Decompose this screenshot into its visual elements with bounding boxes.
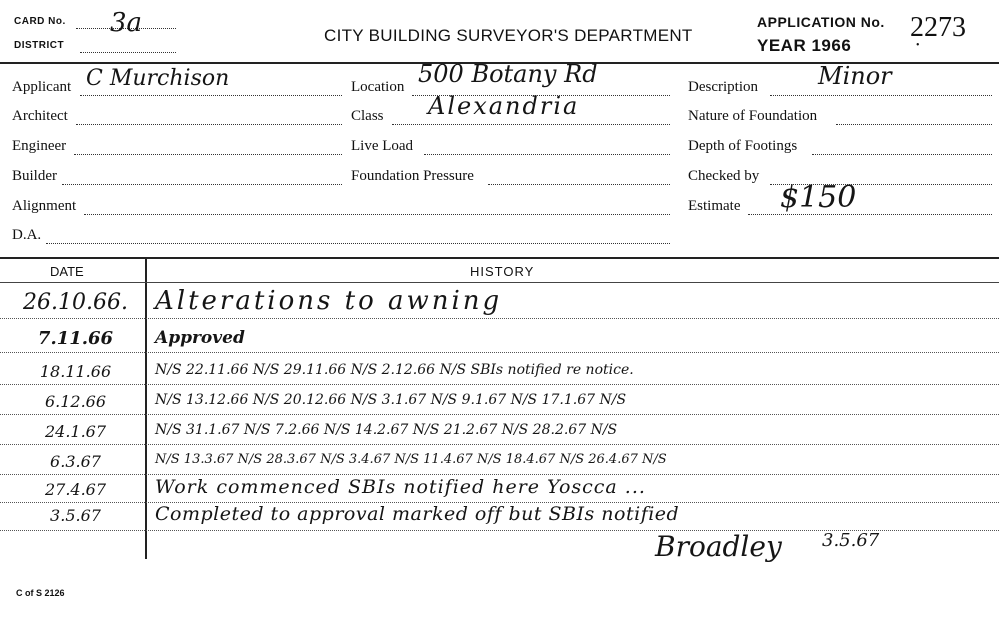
history-row-date: 3.5.67 (50, 506, 101, 525)
department-title: CITY BUILDING SURVEYOR'S DEPARTMENT (324, 26, 693, 45)
estimate-value: $150 (780, 180, 857, 215)
history-row-text: Completed to approval marked off but SBIs notified (155, 503, 680, 525)
surveyor-signature: Broadley (655, 530, 782, 563)
history-row-text: Alterations to awning (155, 286, 503, 316)
history-top-rule (0, 257, 999, 259)
history-row-date: 27.4.67 (44, 480, 107, 499)
applicant-value: C Murchison (86, 66, 230, 91)
year-label: YEAR 1966 (757, 36, 852, 55)
form-code: C of S 2126 (16, 588, 65, 598)
architect-label: Architect (12, 108, 68, 124)
builder-label: Builder (12, 168, 57, 184)
date-header: DATE (50, 264, 84, 279)
card-no-label: CARD No. (14, 16, 66, 27)
history-header: HISTORY (470, 264, 535, 279)
history-header-rule (0, 282, 999, 283)
applicant-label: Applicant (12, 79, 72, 95)
history-row-date: 6.3.67 (50, 452, 101, 471)
depth-of-footings-label: Depth of Footings (688, 138, 798, 154)
description-value: Minor (818, 62, 892, 90)
history-row-date: 26.10.66. (23, 290, 128, 315)
card-no-value: 3a (110, 8, 143, 38)
engineer-label: Engineer (12, 138, 67, 154)
history-row-text: N/S 22.11.66 N/S 29.11.66 N/S 2.12.66 N/S SBIs notified re notice. (155, 362, 634, 378)
history-row-date: 18.11.66 (39, 362, 112, 381)
location-label: Location (351, 79, 405, 95)
foundation-pressure-label: Foundation Pressure (351, 168, 474, 184)
history-row-text: Work commenced SBIs notified here Yoscca ... (155, 476, 646, 498)
signature-date: 3.5.67 (822, 530, 880, 551)
alignment-label: Alignment (12, 198, 77, 214)
da-label: D.A. (12, 227, 42, 243)
history-row-date: 6.12.66 (44, 392, 107, 411)
history-row-text: Approved (155, 328, 245, 348)
date-column-divider (145, 259, 147, 559)
history-row-date: 24.1.67 (44, 422, 107, 441)
estimate-label: Estimate (688, 198, 741, 214)
nature-of-foundation-label: Nature of Foundation (688, 108, 818, 124)
application-label: APPLICATION No. (757, 14, 885, 30)
history-row-date: 7.11.66 (37, 328, 114, 349)
location-value: 500 Botany Rd (418, 60, 598, 88)
description-label: Description (688, 79, 758, 95)
history-row-text: N/S 31.1.67 N/S 7.2.66 N/S 14.2.67 N/S 21.2.67 N/S 28.2.67 N/S (155, 422, 618, 438)
history-row-text: N/S 13.3.67 N/S 28.3.67 N/S 3.4.67 N/S 11.4.67 N/S 18.4.67 N/S 26.4.67 N/S (155, 452, 667, 467)
district-label: DISTRICT (14, 40, 65, 51)
history-row-text: N/S 13.12.66 N/S 20.12.66 N/S 3.1.67 N/S 9.1.67 N/S 17.1.67 N/S (155, 392, 627, 408)
live-load-label: Live Load (351, 138, 414, 154)
checked-by-label: Checked by (688, 168, 760, 184)
class-label: Class (351, 108, 384, 124)
application-number: 2273 (910, 12, 966, 43)
class-value: Alexandria (428, 92, 580, 120)
